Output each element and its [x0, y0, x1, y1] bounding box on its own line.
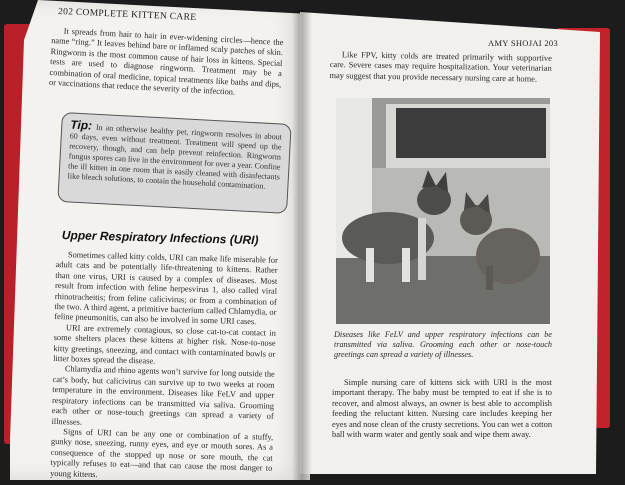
book-gutter: [292, 10, 312, 480]
fpv-paragraph: [329, 50, 552, 85]
tabby-kitten-left-leg: [402, 248, 410, 282]
ringworm-text: It spreads from hair to hair in ever-widening circles—hence the name “ring.” It leaves behind bare or inflamed scaly patches of skin. Ringworm is the most common cause of hair loss in kittens. Special tests are used to diagnose ringworm. Treatment may be a combination of oral medicine, topical treatments like baths and dips, or vaccinations that reduce the severity of the infection.: [48, 26, 284, 97]
nursing-paragraph: [332, 378, 552, 440]
window-glass: [396, 108, 546, 158]
uri-paragraph: URI are extremely contagious, so close cat-to-cat contact in some shelters places these kittens at higher risk. Nose-to-nose kitty greetings, sneezing, and contact with contaminated bowls or litter boxes spread the disease.: [53, 323, 277, 366]
left-page-header: 202 COMPLETE KITTEN CARE: [57, 6, 197, 24]
tabby-kitten-left-leg: [418, 218, 426, 280]
tabby-kitten-left-leg: [366, 248, 374, 282]
uri-paragraph: Chlamydia and rhino agents won’t survive for long outside the cat’s body, but calicivirus can survive up to two weeks at room temperature in the environment. Diseases like FeLV and upper respiratory infections can be transmitted via saliva. Grooming each other or nose-touch greetings can spread a variety of illnesses.: [51, 364, 275, 427]
uri-paragraph: Signs of URI can be any one or combination of a stuffy, gunky nose, sneezing, runny eyes, and eye or mouth sores. As a consequence of the stopped up nose or sore mouth, the cat typically refuses to eat—and that can cause the most danger to young kittens.: [50, 427, 274, 479]
tabby-kitten-right-leg: [486, 266, 493, 290]
fpv-text: Like FPV, kitty colds are treated primarily with supportive care. Severe cases may require hospitalization. Your veterinarian may suggest that you provide necessary nursing care at home.: [329, 50, 552, 84]
tip-text-block: [67, 119, 282, 192]
right-page-header: AMY SHOJAI 203: [488, 38, 559, 48]
uri-paragraph: Sometimes called kitty colds, URI can make life miserable for adult cats and be potentially life-threatening to kittens. Rather than one virus, URI is caused by a complex of diseases. Most result from infection with feline herpesvirus 1, also called viral rhinotracheitis; from feline calicivirus; or from a combination of the two. A third agent, a primitive bacterium called Chlamydia, or feline pneumonitis, can also be involved in some URI cases.: [54, 250, 278, 327]
tabby-kitten-right-body: [476, 228, 540, 284]
tip-label: Tip:: [69, 117, 93, 133]
tip-box: [57, 112, 291, 214]
ringworm-paragraph: [49, 26, 284, 100]
nursing-text: Simple nursing care of kittens sick with URI is the most important therapy. The baby must be tempted to eat if she is to recover, and almost always, an owner is best able to accomplish feeding the reluctant kitten. Nursing care includes keeping her eyes and nose clean of the crusty secretions. You can wet a cotton ball with warm water and gently soak and wipe them away.: [332, 378, 553, 440]
uri-paragraphs: [50, 250, 278, 485]
tip-text: In an otherwise healthy pet, ringworm resolves in about 60 days, even without treatment. Treatment will speed up the recovery, though, and can help prevent reinfection. Ringworm fungus spores can live in the environment for over a year. Confine the ill kitten in one room that is easily cleaned with disinfectants like bleach solutions, to contain the household contamination.: [67, 122, 283, 191]
photo-caption: Diseases like FeLV and upper respiratory infections can be transmitted via saliva. Grooming each other or nose-touch greetings can spread a variety of illnesses.: [334, 330, 552, 359]
section-title: Upper Respiratory Infections (URI): [61, 228, 259, 248]
kittens-photo: [336, 98, 550, 324]
